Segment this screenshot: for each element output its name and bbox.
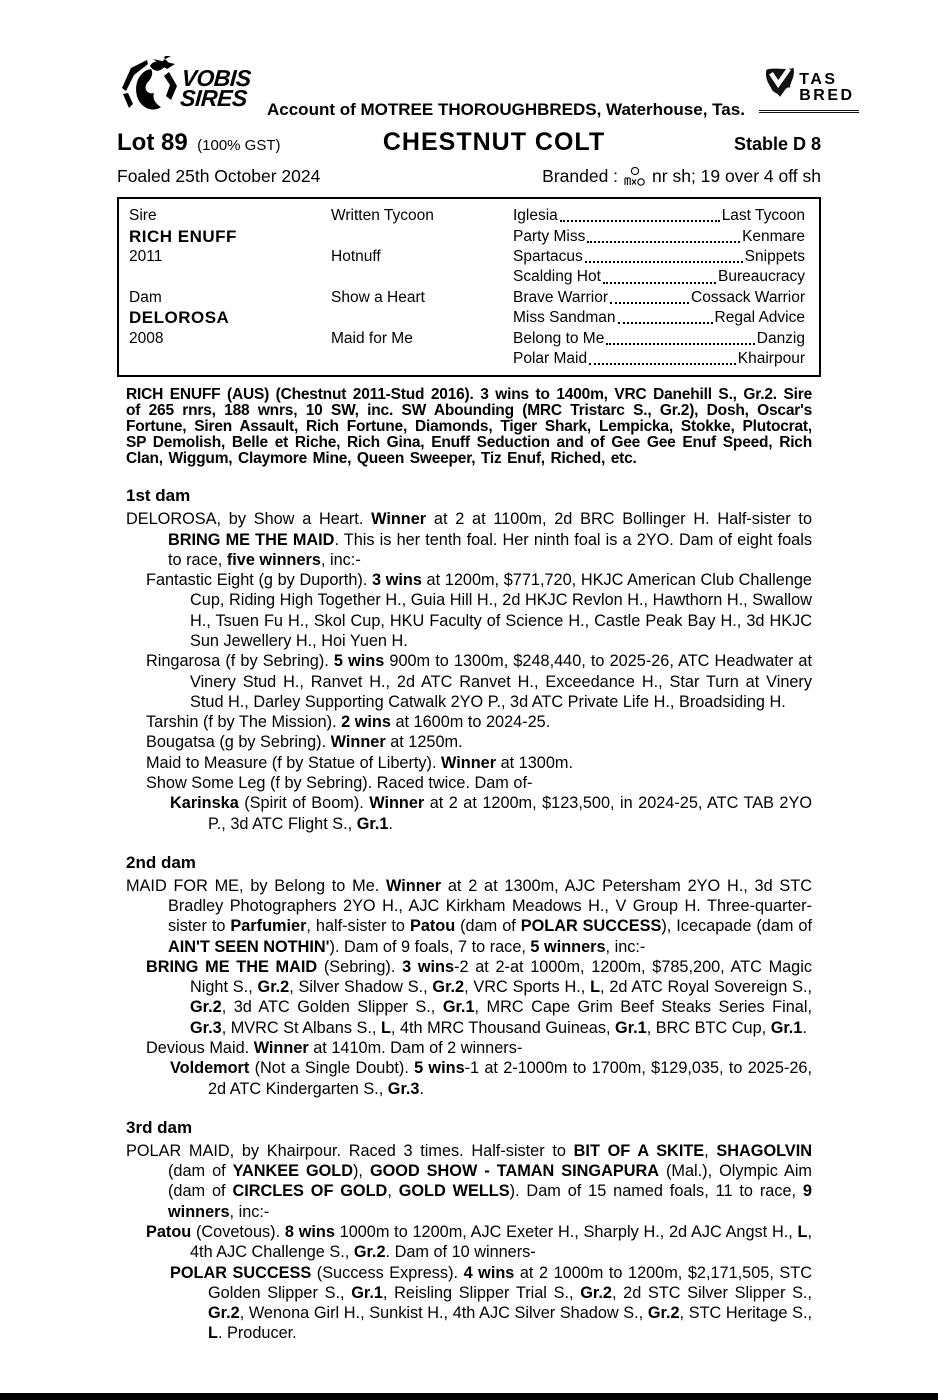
grandparent-row xyxy=(513,328,805,348)
pedigree-paragraph: POLAR MAID, by Khairpour. Raced 3 times. Half-sister to BIT OF A SKITE, SHAGOLVIN (dam of YANKEE GOLD), GOOD SHOW - TAMAN SINGAPURA (Mal.), Olympic Aim (dam of CIRCLES OF GOLD, GOLD WELLS). Dam of 15 named foals, 11 to race, 9 winners, inc:- xyxy=(126,1141,812,1221)
tasbred-tagline-rule xyxy=(759,110,859,113)
pedigree-table xyxy=(117,197,821,377)
grandparent-sire: Khairpour xyxy=(737,349,805,367)
tasbred-tasmania-icon xyxy=(763,67,797,108)
pedigree-paragraph: Karinska (Spirit of Boom). Winner at 2 at 1200m, $123,500, in 2024-25, ATC TAB 2YO P., 3d ATC Flight S., Gr.1. xyxy=(170,794,812,833)
grandparent-row xyxy=(513,288,805,308)
vobis-sires-logo xyxy=(117,56,267,121)
dam-role-label: Dam xyxy=(129,288,162,306)
pedigree-paragraph: BRING ME THE MAID (Sebring). 3 wins-2 at 2-at 1000m, 1200m, $785,200, ATC Magic Night S., Gr.2, Silver Shadow S., Gr.2, VRC Sports H., L, 2d ATC Royal Sovereign S., Gr.2, 3d ATC Golden Slipper S., Gr.1, MRC Cape Grim Beef Steaks Series Final, Gr.3, MVRC St Albans S., L, 4th MRC Thousand Guineas, Gr.1, BRC BTC Cup, Gr.1. xyxy=(146,957,812,1037)
grandparent-dam: Spartacus xyxy=(513,247,583,265)
grandparent-row xyxy=(513,349,805,369)
vobis-sires-emblem-icon xyxy=(117,56,181,121)
grandparent-dam: Miss Sandman xyxy=(513,309,616,327)
spacer-row xyxy=(331,349,513,369)
dam-section-heading: 2nd dam xyxy=(126,852,196,872)
dot-leader xyxy=(606,343,754,345)
dam-section-paragraphs xyxy=(126,876,812,1099)
pedigree-grandsires-column xyxy=(331,206,513,369)
dam-section-paragraphs xyxy=(126,509,812,834)
tasbred-logo xyxy=(745,67,873,121)
grandparent-row xyxy=(513,206,805,226)
branded-details: nr sh; 19 over 4 off sh xyxy=(652,166,821,186)
pedigree-paragraph: POLAR SUCCESS (Success Express). 4 wins at 2 1000m to 1200m, $2,171,505, STC Golden Slipper S., Gr.1, Reisling Slipper Trial S., Gr.2, 2d STC Silver Slipper S., Gr.2, Wenona Girl H., Sunkist H., 4th AJC Silver Shadow S., Gr.2, STC Heritage S., L. Producer. xyxy=(170,1263,812,1343)
foaled-branded-line xyxy=(117,166,821,188)
foaled-date: Foaled 25th October 2024 xyxy=(117,166,321,186)
pedigree-paragraph: Show Some Leg (f by Sebring). Raced twice. Dam of- xyxy=(146,773,533,792)
spacer-row xyxy=(331,308,513,328)
spacer-row xyxy=(129,349,331,369)
grandparent-dam: Party Miss xyxy=(513,227,586,245)
grandparent-dam: Brave Warrior xyxy=(513,288,609,306)
grandparent-sire: Danzig xyxy=(756,329,805,347)
lot-title: CHESTNUT COLT xyxy=(382,128,606,156)
grandparent-sire: Last Tycoon xyxy=(721,207,805,225)
dam-of-dam: Maid for Me xyxy=(331,329,413,347)
grandparent-row xyxy=(513,226,805,246)
sire-summary-paragraph: RICH ENUFF (AUS) (Chestnut 2011-Stud 2016). 3 wins to 1400m, VRC Danehill S., Gr.2. Sire of 265 rnrs, 188 wnrs, 10 SW, inc. SW Abounding (MRC Tristarc S., Gr.2), Dosh, Oscar's Fortune, Siren Assault, Rich Fortune, Diamonds, Tiger Shark, Lempicka, Stokke, Plutocrat, SP Demolish, Belle et Riche, Rich Gina, Enuff Seduction and of Gee Gee Enuf Speed, Rich Clan, Wiggum, Claymore Mine, Queen Sweeper, Tiz Enuf, Riched, etc. xyxy=(126,386,812,468)
dot-leader xyxy=(589,363,736,365)
dot-leader xyxy=(587,241,740,243)
pedigree-paragraph: MAID FOR ME, by Belong to Me. Winner at 2 at 1300m, AJC Petersham 2YO H., 3d STC Bradley Photographers 2YO H., AJC Kirkham Meadows H., V Group H. Three-quarter-sister to Parfumier, half-sister to Patou (dam of POLAR SUCCESS), Icecapade (dam of AIN'T SEEN NOTHIN'). Dam of 9 foals, 7 to race, 5 winners, inc:- xyxy=(126,876,813,956)
vobis-sires-wordmark: VOBIS SIRES xyxy=(179,65,252,112)
grandparent-row xyxy=(513,267,805,287)
pedigree-paragraph: Bougatsa (g by Sebring). Winner at 1250m. xyxy=(146,733,463,752)
dot-leader xyxy=(603,282,716,284)
brand-mark-icon xyxy=(623,166,647,188)
dot-leader xyxy=(610,302,689,304)
pedigree-paragraph: Patou (Covetous). 8 wins 1000m to 1200m, AJC Exeter H., Sharply H., 2d AJC Angst H., L, 4th AJC Challenge S., Gr.2. Dam of 10 winners- xyxy=(146,1223,812,1262)
lot-number: Lot 89 xyxy=(117,129,188,156)
pedigree-paragraph: Voldemort (Not a Single Doubt). 5 wins-1 at 2-1000m to 1700m, $129,035, to 2025-26, 2d ATC Kindergarten S., Gr.3. xyxy=(170,1059,812,1098)
sire-role-label: Sire xyxy=(129,207,157,225)
lot-line xyxy=(117,128,821,157)
gst-note: (100% GST) xyxy=(197,137,281,154)
dam-section-heading: 3rd dam xyxy=(126,1117,193,1137)
branded-info xyxy=(542,166,821,188)
page-bottom-edge xyxy=(0,1393,938,1400)
dam-of-sire: Hotnuff xyxy=(331,247,381,265)
pedigree-paragraph: Tarshin (f by The Mission). 2 wins at 1600m to 2024-25. xyxy=(146,713,551,732)
stable-number: Stable D 8 xyxy=(733,134,821,154)
dam-section xyxy=(126,1118,812,1344)
branded-label: Branded : xyxy=(542,166,619,186)
dot-leader xyxy=(585,261,743,263)
grandparent-sire: Cossack Warrior xyxy=(691,288,805,306)
grandparent-sire: Regal Advice xyxy=(714,309,805,327)
pedigree-paragraph: Maid to Measure (f by Statue of Liberty). Winner at 1300m. xyxy=(146,753,573,772)
pedigree-paragraph: Devious Maid. Winner at 1410m. Dam of 2 winners- xyxy=(146,1039,523,1058)
lot-number-group xyxy=(117,129,327,157)
dam-year: 2008 xyxy=(129,329,164,347)
grandparent-row xyxy=(513,247,805,267)
grandparent-sire: Bureaucracy xyxy=(717,268,805,286)
spacer-row xyxy=(331,267,513,287)
dam-section xyxy=(126,486,812,834)
grandparent-sire: Snippets xyxy=(744,247,805,265)
sire-of-dam: Show a Heart xyxy=(331,288,425,306)
pedigree-paragraph: Ringarosa (f by Sebring). 5 wins 900m to 1300m, $248,440, to 2025-26, ATC Headwater at Vinery Stud H., Ranvet H., 2d ATC Ranvet H., Exceedance H., Star Turn at Vinery Stud H., Darley Supporting Catwalk 2YO P., 3d ATC Private Life H., Broadsiding H. xyxy=(146,652,812,711)
dam-section xyxy=(126,853,812,1099)
pedigree-paragraph: Fantastic Eight (g by Duporth). 3 wins at 1200m, $771,720, HKJC American Club Challenge Cup, Riding High Together H., Guia Hill H., 2d HKJC Revlon H., Hawthorn H., Swallow H., Tsuen Fu H., Skol Cup, HKU Faculty of Science H., Castle Peak Bay H., 3d HKJC Sun Jewellery H., Hoi Yuen H. xyxy=(146,571,812,650)
pedigree-parents-column xyxy=(129,206,331,369)
account-line: Account of MOTREE THOROUGHBREDS, Waterhouse, Tas. xyxy=(267,100,745,119)
grandparent-dam: Scalding Hot xyxy=(513,268,601,286)
dot-leader xyxy=(618,322,713,324)
grandparent-row xyxy=(513,308,805,328)
spacer-row xyxy=(129,267,331,287)
dam-section-heading: 1st dam xyxy=(126,486,191,506)
sire-name: RICH ENUFF xyxy=(129,226,237,246)
dam-sections xyxy=(126,486,812,1343)
sire-of-sire: Written Tycoon xyxy=(331,207,434,225)
dam-name: DELOROSA xyxy=(129,308,230,328)
grandparent-dam: Polar Maid xyxy=(513,349,588,367)
grandparent-sire: Kenmare xyxy=(742,227,805,245)
tasbred-wordmark: TAS BRED xyxy=(799,71,855,104)
pedigree-paragraph: DELOROSA, by Show a Heart. Winner at 2 at 1100m, 2d BRC Bollinger H. Half-sister to BRING ME THE MAID. This is her tenth foal. Her ninth foal is a 2YO. Dam of eight foals to race, five winners, inc:- xyxy=(126,510,812,569)
grandparent-dam: Iglesia xyxy=(513,207,558,225)
pedigree-grandparents xyxy=(513,206,805,369)
page-header xyxy=(117,56,855,121)
spacer-row xyxy=(331,226,513,246)
sire-year: 2011 xyxy=(129,247,163,265)
dot-leader xyxy=(560,220,720,222)
grandparent-dam: Belong to Me xyxy=(513,329,605,347)
dam-section-paragraphs xyxy=(126,1141,812,1344)
